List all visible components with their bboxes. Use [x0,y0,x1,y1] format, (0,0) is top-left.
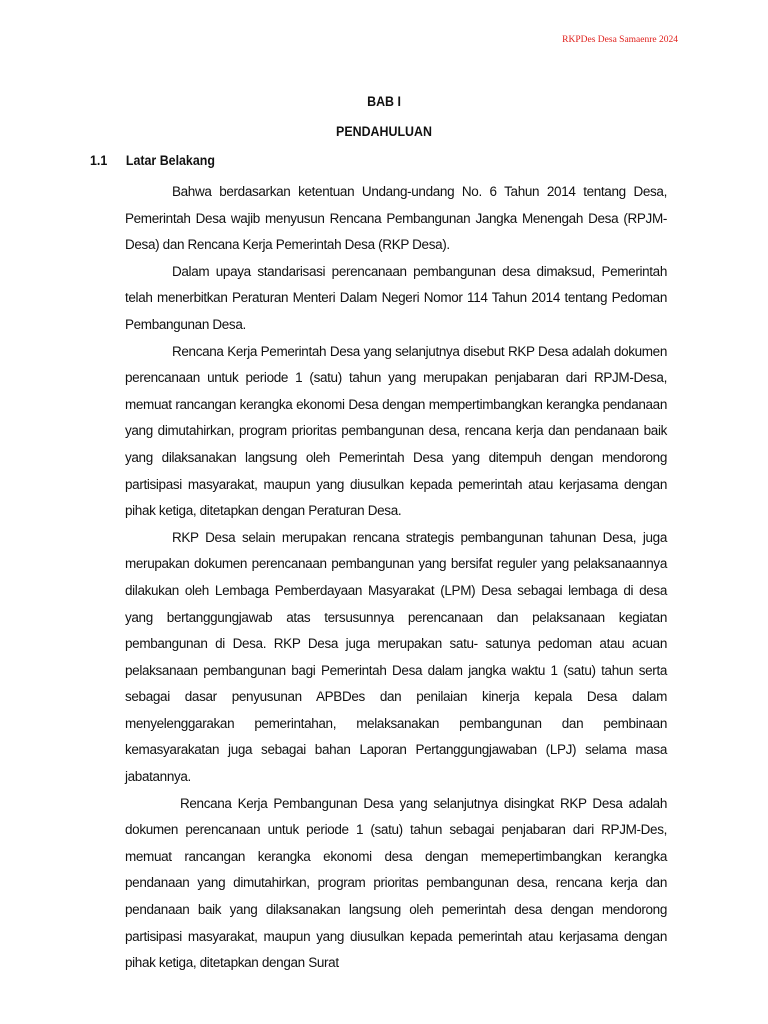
paragraph: Rencana Kerja Pemerintah Desa yang selanjutnya disebut RKP Desa adalah dokumen perencanaan untuk periode 1 (satu) tahun yang merupakan penjabaran dari RPJM-Desa, memuat rancangan kerangka ekonomi Desa dengan mempertimbangkan kerangka pendanaan yang dimutahirkan, program prioritas pembangunan desa, rencana kerja dan pendanaan baik yang dilaksanakan langsung oleh Pemerintah Desa yang ditempuh dengan mendorong partisipasi masyarakat, maupun yang diusulkan kepada pemerintah atau kerjasama dengan pihak ketiga, ditetapkan dengan Peraturan Desa. [125,343,667,519]
paragraph: Dalam upaya standarisasi perencanaan pembangunan desa dimaksud, Pemerintah telah menerbitkan Peraturan Menteri Dalam Negeri Nomor 114 Tahun 2014 tentang Pedoman Pembangunan Desa. [125,263,667,332]
section-title: Latar Belakang [125,153,215,168]
paragraph: RKP Desa selain merupakan rencana strategis pembangunan tahunan Desa, juga merupakan dokumen perencanaan pembangunan yang bersifat reguler yang pelaksanaannya dilakukan oleh Lembaga Pemberdayaan Masyarakat (LPM) Desa sebagai lembaga di desa yang bertanggungjawab atas tersusunnya perencanaan dan pelaksanaan kegiatan pembangunan di Desa. RKP Desa juga merupakan satu- satunya pedoman atau acuan pelaksanaan pembangunan bagi Pemerintah Desa dalam jangka waktu 1 (satu) tahun serta sebagai dasar penyusunan APBDes dan penilaian kinerja kepala Desa dalam menyelenggarakan pemerintahan, melaksanakan pembangunan dan pembinaan kemasyarakatan juga sebagai bahan Laporan Pertanggungjawaban (LPJ) selama masa jabatannya. [125,529,667,785]
section-heading [90,153,215,168]
paragraph: Bahwa berdasarkan ketentuan Undang-undang No. 6 Tahun 2014 tentang Desa, Pemerintah Desa wajib menyusun Rencana Pembangunan Jangka Menengah Desa (RPJM-Desa) dan Rencana Kerja Pemerintah Desa (RKP Desa). [125,184,667,253]
running-header: RKPDes Desa Samaenre 2024 [562,35,678,45]
paragraph: Rencana Kerja Pembangunan Desa yang selanjutnya disingkat RKP Desa adalah dokumen perencanaan untuk periode 1 (satu) tahun sebagai penjabaran dari RPJM-Des, memuat rancangan kerangka ekonomi desa dengan memepertimbangkan kerangka pendanaan yang dimutahirkan, program prioritas pembangunan desa, rencana kerja dan pendanaan baik yang dilaksanakan langsung oleh pemerintah desa dengan mendorong partisipasi masyarakat, maupun yang diusulkan kepada pemerintah atau kerjasama dengan pihak ketiga, ditetapkan dengan Surat [125,795,667,971]
chapter-number: BAB I [367,94,401,109]
chapter-title: PENDAHULUAN [336,124,432,139]
body-text [125,179,667,977]
section-number: 1.1 [90,153,108,168]
